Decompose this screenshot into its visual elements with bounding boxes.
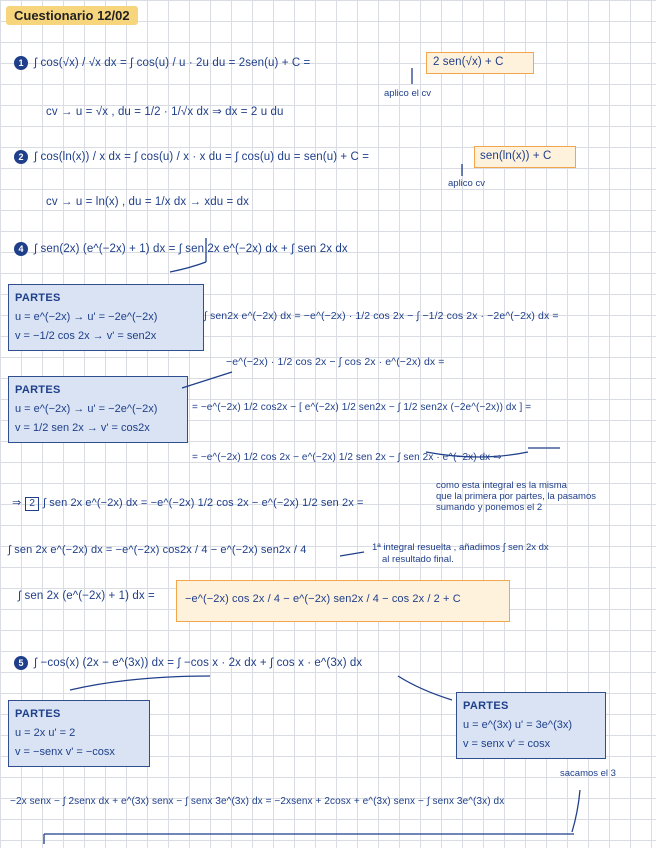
exercise-1-cv: cv → u = √x , du = 1/2 · 1/√x dx ⇒ dx = 2 u du xyxy=(46,106,284,118)
exercise-4-final-result: −e^(−2x) cos 2x / 4 − e^(−2x) sen2x / 4 − cos 2x / 2 + C xyxy=(185,593,461,605)
implies-arrow: ⇒ xyxy=(12,497,22,509)
partes-u-line: u = e^(−2x) → u' = −2e^(−2x) xyxy=(15,403,158,415)
partes-u-line: u = e^(3x) u' = 3e^(3x) xyxy=(463,719,573,731)
arrow-to-partes-2 xyxy=(182,372,232,388)
exercise-5-note: sacamos el 3 xyxy=(560,768,616,779)
bottom-arrow-curve xyxy=(572,790,580,832)
exercise-4-step-4: = −e^(−2x) 1/2 cos 2x − e^(−2x) 1/2 sen 2x − ∫ sen 2x · e^(−2x) dx ⇒ xyxy=(192,452,502,463)
partes-v-line: v = −1/2 cos 2x → v' = sen2x xyxy=(15,330,157,342)
partes-u-line: u = 2x u' = 2 xyxy=(15,727,76,739)
partes-header: PARTES xyxy=(15,384,61,396)
exercise-number: 1 xyxy=(14,56,28,70)
exercise-2-result: sen(ln(x)) + C xyxy=(480,150,552,162)
boxed-number: 2 xyxy=(25,497,39,511)
exercise-2-cv: cv → u = ln(x) , du = 1/x dx → xdu = dx xyxy=(46,196,249,208)
partes-v-line: v = −senx v' = −cosx xyxy=(15,746,115,758)
exercise-2-equation: ∫ cos(ln(x)) / x dx = ∫ cos(u) / x · x du = ∫ cos(u) du = sen(u) + C = xyxy=(34,151,370,164)
exercise-1-equation: ∫ cos(√x) / √x dx = ∫ cos(u) / u · 2u du = 2sen(u) + C = xyxy=(34,57,311,70)
partes-v-line: v = senx v' = cosx xyxy=(463,738,551,750)
exercise-4-note-a: como esta integral es la misma xyxy=(436,480,567,491)
page-title: Cuestionario 12/02 xyxy=(6,6,138,25)
partes-header: PARTES xyxy=(15,708,61,720)
exercise-5-equation: ∫ −cos(x) (2x − e^(3x)) dx = ∫ −cos x · 2x dx + ∫ cos x · e^(3x) dx xyxy=(34,657,363,670)
arrow-to-partes-4 xyxy=(398,676,452,700)
exercise-4-note-b: que la primera por partes, la pasamos xyxy=(436,491,596,502)
arrow-to-partes-3 xyxy=(70,676,210,690)
exercise-2-note: aplico cv xyxy=(448,178,485,189)
exercise-5-last-line: −2x senx − ∫ 2senx dx + e^(3x) senx − ∫ senx 3e^(3x) dx = −2xsenx + 2cosx + e^(3x) senx − ∫ senx 3e^(3x) dx xyxy=(10,796,505,807)
exercise-4-note-e: al resultado final. xyxy=(382,554,454,565)
exercise-number: 4 xyxy=(14,242,28,256)
arrow-to-note-d xyxy=(340,552,364,556)
brace-under-integral xyxy=(426,452,528,457)
exercise-1-note: aplico el cv xyxy=(384,88,431,99)
exercise-1-result: 2 sen(√x) + C xyxy=(433,56,504,68)
exercise-4-step-6: ∫ sen 2x e^(−2x) dx = −e^(−2x) cos2x / 4 − e^(−2x) sen2x / 4 xyxy=(8,544,307,556)
exercise-4-final-lhs: ∫ sen 2x (e^(−2x) + 1) dx = xyxy=(18,590,155,602)
exercise-4-step-2: −e^(−2x) · 1/2 cos 2x − ∫ cos 2x · e^(−2x) dx = xyxy=(226,356,445,368)
partes-v-line: v = 1/2 sen 2x → v' = cos2x xyxy=(15,422,150,434)
exercise-number: 2 xyxy=(14,150,28,164)
exercise-4-note-c: sumando y ponemos el 2 xyxy=(436,502,543,513)
exercise-4-step-3: = −e^(−2x) 1/2 cos2x − [ e^(−2x) 1/2 sen2x − ∫ 1/2 sen2x (−2e^(−2x)) dx ] = xyxy=(192,402,532,413)
partes-header: PARTES xyxy=(15,292,61,304)
exercise-4-step-1: ∫ sen2x e^(−2x) dx = −e^(−2x) · 1/2 cos 2x − ∫ −1/2 cos 2x · −2e^(−2x) dx = xyxy=(204,310,559,322)
exercise-4-step-5-eq: ∫ sen 2x e^(−2x) dx = −e^(−2x) 1/2 cos 2x − e^(−2x) 1/2 sen 2x = xyxy=(43,497,364,509)
partes-header: PARTES xyxy=(463,700,509,712)
exercise-number: 5 xyxy=(14,656,28,670)
exercise-4-equation: ∫ sen(2x) (e^(−2x) + 1) dx = ∫ sen 2x e^(−2x) dx + ∫ sen 2x dx xyxy=(34,243,348,256)
exercise-4-note-d: 1ª integral resuelta , añadimos ∫ sen 2x dx xyxy=(372,542,549,553)
arrow-to-partes-1 xyxy=(170,262,206,272)
partes-u-line: u = e^(−2x) → u' = −2e^(−2x) xyxy=(15,311,158,323)
